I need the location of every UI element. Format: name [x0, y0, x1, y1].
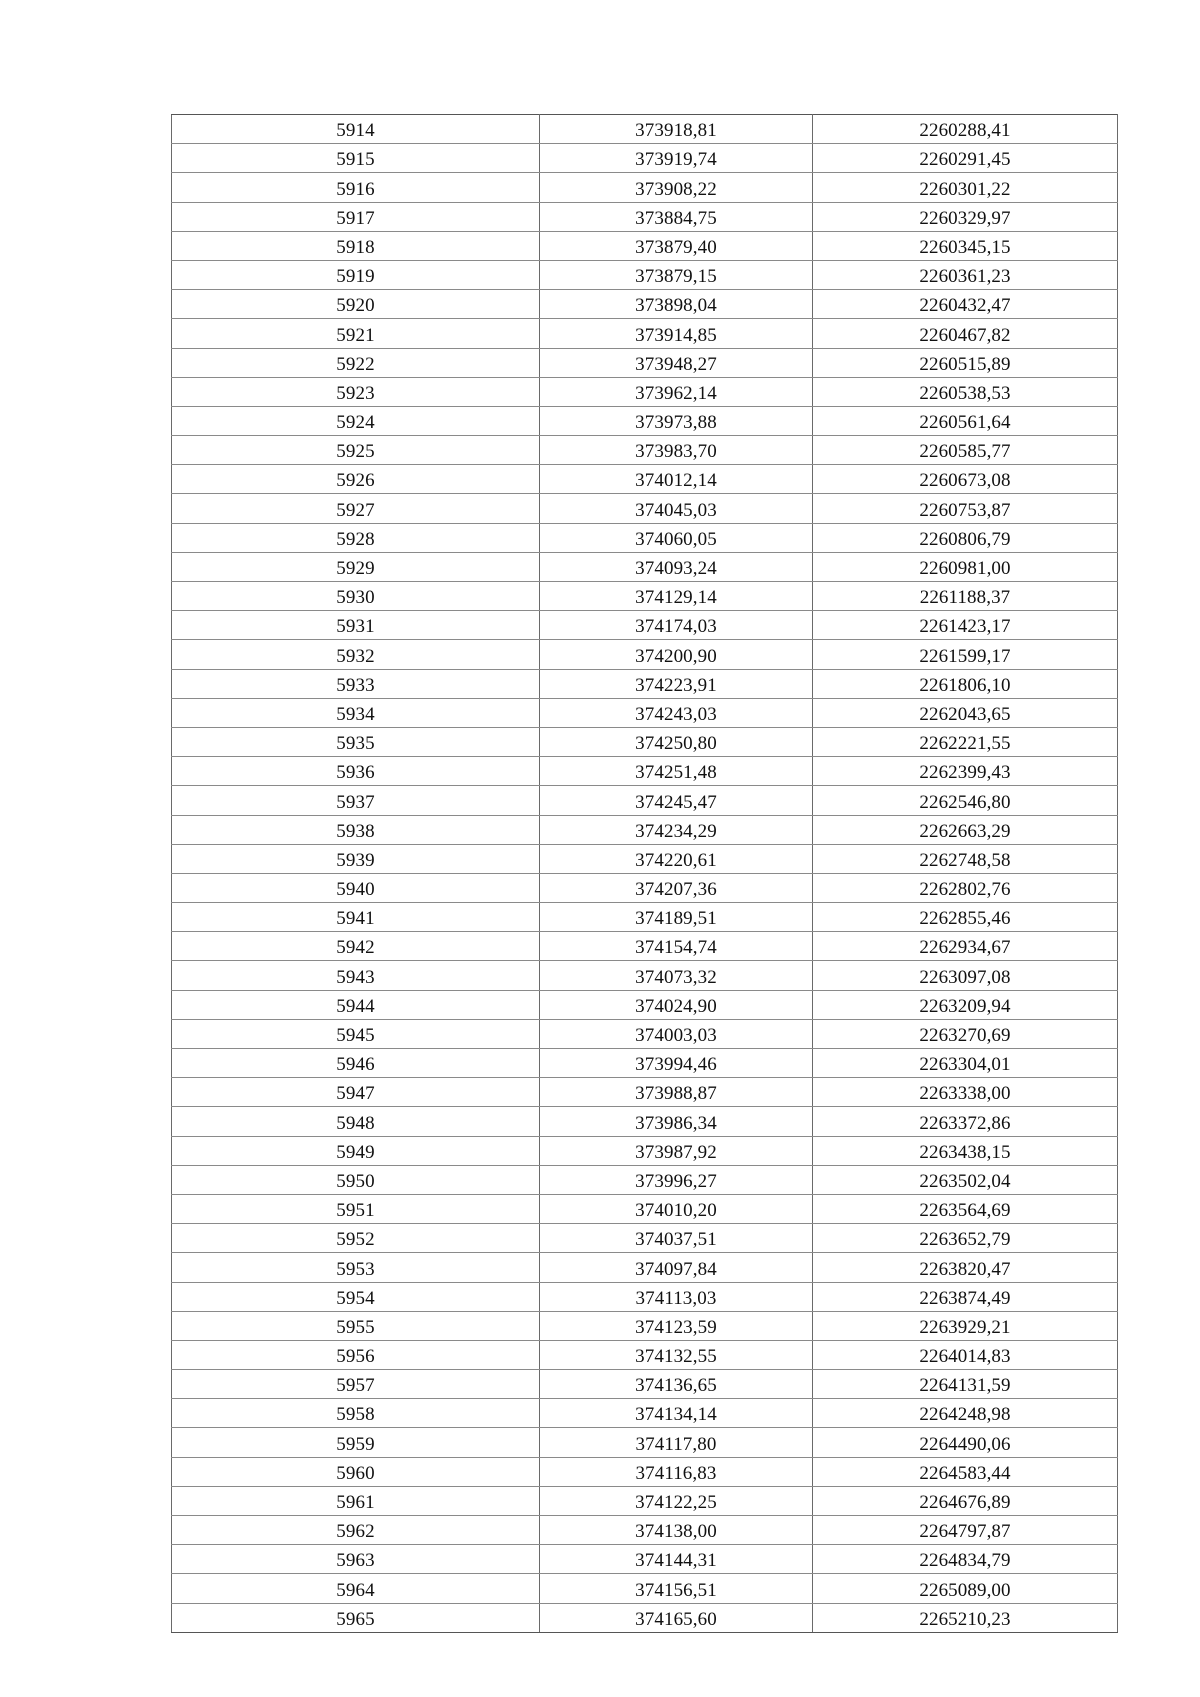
- point-number-cell: 5927: [172, 494, 540, 523]
- y-coordinate-cell: 2260806,79: [813, 523, 1118, 552]
- y-coordinate-cell: 2265089,00: [813, 1574, 1118, 1603]
- y-coordinate-cell: 2264676,89: [813, 1486, 1118, 1515]
- point-number-cell: 5925: [172, 436, 540, 465]
- x-coordinate-cell: 373879,15: [540, 260, 813, 289]
- x-coordinate-cell: 374174,03: [540, 611, 813, 640]
- x-coordinate-cell: 374200,90: [540, 640, 813, 669]
- table-row: [172, 260, 1118, 289]
- point-number-cell: 5944: [172, 990, 540, 1019]
- table-row: [172, 757, 1118, 786]
- table-row: [172, 202, 1118, 231]
- table-row: [172, 844, 1118, 873]
- y-coordinate-cell: 2263564,69: [813, 1194, 1118, 1223]
- x-coordinate-cell: 374250,80: [540, 727, 813, 756]
- point-number-cell: 5928: [172, 523, 540, 552]
- y-coordinate-cell: 2262399,43: [813, 757, 1118, 786]
- y-coordinate-cell: 2262663,29: [813, 815, 1118, 844]
- x-coordinate-cell: 374003,03: [540, 1019, 813, 1048]
- y-coordinate-cell: 2264014,83: [813, 1340, 1118, 1369]
- x-coordinate-cell: 373973,88: [540, 406, 813, 435]
- point-number-cell: 5924: [172, 406, 540, 435]
- table-row: [172, 873, 1118, 902]
- table-row: [172, 377, 1118, 406]
- table-row: [172, 932, 1118, 961]
- x-coordinate-cell: 373948,27: [540, 348, 813, 377]
- x-coordinate-cell: 374060,05: [540, 523, 813, 552]
- table-row: [172, 552, 1118, 581]
- x-coordinate-cell: 374134,14: [540, 1399, 813, 1428]
- x-coordinate-cell: 374223,91: [540, 669, 813, 698]
- y-coordinate-cell: 2260291,45: [813, 144, 1118, 173]
- y-coordinate-cell: 2264248,98: [813, 1399, 1118, 1428]
- y-coordinate-cell: 2263820,47: [813, 1253, 1118, 1282]
- y-coordinate-cell: 2263338,00: [813, 1078, 1118, 1107]
- y-coordinate-cell: 2260561,64: [813, 406, 1118, 435]
- table-row: [172, 1603, 1118, 1632]
- table-row: [172, 406, 1118, 435]
- point-number-cell: 5929: [172, 552, 540, 581]
- table-row: [172, 1019, 1118, 1048]
- y-coordinate-cell: 2260432,47: [813, 290, 1118, 319]
- x-coordinate-cell: 373918,81: [540, 115, 813, 144]
- x-coordinate-cell: 373994,46: [540, 1049, 813, 1078]
- point-number-cell: 5945: [172, 1019, 540, 1048]
- y-coordinate-cell: 2264131,59: [813, 1370, 1118, 1399]
- y-coordinate-cell: 2264490,06: [813, 1428, 1118, 1457]
- point-number-cell: 5950: [172, 1165, 540, 1194]
- y-coordinate-cell: 2260673,08: [813, 465, 1118, 494]
- table-row: [172, 494, 1118, 523]
- y-coordinate-cell: 2260515,89: [813, 348, 1118, 377]
- table-row: [172, 582, 1118, 611]
- point-number-cell: 5934: [172, 698, 540, 727]
- y-coordinate-cell: 2261599,17: [813, 640, 1118, 669]
- table-row: [172, 1078, 1118, 1107]
- table-row: [172, 1399, 1118, 1428]
- y-coordinate-cell: 2262043,65: [813, 698, 1118, 727]
- point-number-cell: 5936: [172, 757, 540, 786]
- x-coordinate-cell: 374234,29: [540, 815, 813, 844]
- y-coordinate-cell: 2261188,37: [813, 582, 1118, 611]
- table-row: [172, 961, 1118, 990]
- point-number-cell: 5963: [172, 1545, 540, 1574]
- table-row: [172, 1574, 1118, 1603]
- x-coordinate-cell: 374154,74: [540, 932, 813, 961]
- x-coordinate-cell: 373987,92: [540, 1136, 813, 1165]
- x-coordinate-cell: 374138,00: [540, 1516, 813, 1545]
- point-number-cell: 5961: [172, 1486, 540, 1515]
- y-coordinate-cell: 2260361,23: [813, 260, 1118, 289]
- table-row: [172, 640, 1118, 669]
- point-number-cell: 5914: [172, 115, 540, 144]
- point-number-cell: 5965: [172, 1603, 540, 1632]
- point-number-cell: 5958: [172, 1399, 540, 1428]
- x-coordinate-cell: 374251,48: [540, 757, 813, 786]
- point-number-cell: 5931: [172, 611, 540, 640]
- point-number-cell: 5964: [172, 1574, 540, 1603]
- x-coordinate-cell: 374012,14: [540, 465, 813, 494]
- x-coordinate-cell: 374122,25: [540, 1486, 813, 1515]
- x-coordinate-cell: 373919,74: [540, 144, 813, 173]
- x-coordinate-cell: 374093,24: [540, 552, 813, 581]
- point-number-cell: 5962: [172, 1516, 540, 1545]
- table-row: [172, 319, 1118, 348]
- point-number-cell: 5922: [172, 348, 540, 377]
- y-coordinate-cell: 2262546,80: [813, 786, 1118, 815]
- x-coordinate-cell: 374045,03: [540, 494, 813, 523]
- point-number-cell: 5918: [172, 231, 540, 260]
- point-number-cell: 5956: [172, 1340, 540, 1369]
- y-coordinate-cell: 2260345,15: [813, 231, 1118, 260]
- y-coordinate-cell: 2262802,76: [813, 873, 1118, 902]
- x-coordinate-cell: 373879,40: [540, 231, 813, 260]
- table-row: [172, 1224, 1118, 1253]
- y-coordinate-cell: 2265210,23: [813, 1603, 1118, 1632]
- point-number-cell: 5954: [172, 1282, 540, 1311]
- y-coordinate-cell: 2262221,55: [813, 727, 1118, 756]
- point-number-cell: 5920: [172, 290, 540, 319]
- y-coordinate-cell: 2264583,44: [813, 1457, 1118, 1486]
- table-row: [172, 1545, 1118, 1574]
- y-coordinate-cell: 2260467,82: [813, 319, 1118, 348]
- point-number-cell: 5937: [172, 786, 540, 815]
- point-number-cell: 5959: [172, 1428, 540, 1457]
- table-row: [172, 727, 1118, 756]
- table-row: [172, 1194, 1118, 1223]
- y-coordinate-cell: 2260981,00: [813, 552, 1118, 581]
- table-row: [172, 903, 1118, 932]
- x-coordinate-cell: 374245,47: [540, 786, 813, 815]
- point-number-cell: 5947: [172, 1078, 540, 1107]
- x-coordinate-cell: 374144,31: [540, 1545, 813, 1574]
- point-number-cell: 5960: [172, 1457, 540, 1486]
- y-coordinate-cell: 2263874,49: [813, 1282, 1118, 1311]
- y-coordinate-cell: 2260585,77: [813, 436, 1118, 465]
- y-coordinate-cell: 2261423,17: [813, 611, 1118, 640]
- table-row: [172, 1165, 1118, 1194]
- y-coordinate-cell: 2260753,87: [813, 494, 1118, 523]
- x-coordinate-cell: 373908,22: [540, 173, 813, 202]
- point-number-cell: 5935: [172, 727, 540, 756]
- table-row: [172, 698, 1118, 727]
- table-row: [172, 669, 1118, 698]
- point-number-cell: 5948: [172, 1107, 540, 1136]
- y-coordinate-cell: 2260288,41: [813, 115, 1118, 144]
- table-row: [172, 1253, 1118, 1282]
- point-number-cell: 5940: [172, 873, 540, 902]
- table-row: [172, 523, 1118, 552]
- x-coordinate-cell: 374132,55: [540, 1340, 813, 1369]
- table-row: [172, 1311, 1118, 1340]
- y-coordinate-cell: 2263270,69: [813, 1019, 1118, 1048]
- y-coordinate-cell: 2261806,10: [813, 669, 1118, 698]
- table-row: [172, 173, 1118, 202]
- table-row: [172, 1428, 1118, 1457]
- y-coordinate-cell: 2263209,94: [813, 990, 1118, 1019]
- table-row: [172, 231, 1118, 260]
- y-coordinate-cell: 2263652,79: [813, 1224, 1118, 1253]
- x-coordinate-cell: 374024,90: [540, 990, 813, 1019]
- table-row: [172, 290, 1118, 319]
- y-coordinate-cell: 2263929,21: [813, 1311, 1118, 1340]
- x-coordinate-cell: 374073,32: [540, 961, 813, 990]
- x-coordinate-cell: 374189,51: [540, 903, 813, 932]
- table-row: [172, 815, 1118, 844]
- point-number-cell: 5951: [172, 1194, 540, 1223]
- x-coordinate-cell: 374220,61: [540, 844, 813, 873]
- point-number-cell: 5946: [172, 1049, 540, 1078]
- y-coordinate-cell: 2263372,86: [813, 1107, 1118, 1136]
- x-coordinate-cell: 374010,20: [540, 1194, 813, 1223]
- x-coordinate-cell: 373983,70: [540, 436, 813, 465]
- table-row: [172, 1340, 1118, 1369]
- x-coordinate-cell: 373898,04: [540, 290, 813, 319]
- x-coordinate-cell: 374243,03: [540, 698, 813, 727]
- x-coordinate-cell: 374165,60: [540, 1603, 813, 1632]
- point-number-cell: 5938: [172, 815, 540, 844]
- point-number-cell: 5926: [172, 465, 540, 494]
- table-row: [172, 436, 1118, 465]
- x-coordinate-cell: 374117,80: [540, 1428, 813, 1457]
- table-row: [172, 465, 1118, 494]
- y-coordinate-cell: 2260538,53: [813, 377, 1118, 406]
- point-number-cell: 5930: [172, 582, 540, 611]
- point-number-cell: 5953: [172, 1253, 540, 1282]
- table-row: [172, 786, 1118, 815]
- point-number-cell: 5919: [172, 260, 540, 289]
- table-row: [172, 115, 1118, 144]
- point-number-cell: 5942: [172, 932, 540, 961]
- x-coordinate-cell: 373884,75: [540, 202, 813, 231]
- y-coordinate-cell: 2262855,46: [813, 903, 1118, 932]
- table-row: [172, 1457, 1118, 1486]
- point-number-cell: 5916: [172, 173, 540, 202]
- x-coordinate-cell: 374123,59: [540, 1311, 813, 1340]
- point-number-cell: 5939: [172, 844, 540, 873]
- point-number-cell: 5957: [172, 1370, 540, 1399]
- coordinates-table: [171, 114, 1118, 1633]
- x-coordinate-cell: 374129,14: [540, 582, 813, 611]
- point-number-cell: 5917: [172, 202, 540, 231]
- x-coordinate-cell: 373914,85: [540, 319, 813, 348]
- point-number-cell: 5955: [172, 1311, 540, 1340]
- table-row: [172, 348, 1118, 377]
- y-coordinate-cell: 2264834,79: [813, 1545, 1118, 1574]
- point-number-cell: 5923: [172, 377, 540, 406]
- point-number-cell: 5943: [172, 961, 540, 990]
- x-coordinate-cell: 373996,27: [540, 1165, 813, 1194]
- x-coordinate-cell: 374207,36: [540, 873, 813, 902]
- table-row: [172, 1516, 1118, 1545]
- y-coordinate-cell: 2262934,67: [813, 932, 1118, 961]
- point-number-cell: 5949: [172, 1136, 540, 1165]
- y-coordinate-cell: 2263438,15: [813, 1136, 1118, 1165]
- table-row: [172, 1107, 1118, 1136]
- coordinates-table-body: [172, 115, 1118, 1633]
- y-coordinate-cell: 2263097,08: [813, 961, 1118, 990]
- table-row: [172, 1136, 1118, 1165]
- table-row: [172, 1049, 1118, 1078]
- y-coordinate-cell: 2263502,04: [813, 1165, 1118, 1194]
- y-coordinate-cell: 2263304,01: [813, 1049, 1118, 1078]
- point-number-cell: 5921: [172, 319, 540, 348]
- x-coordinate-cell: 373962,14: [540, 377, 813, 406]
- table-row: [172, 611, 1118, 640]
- point-number-cell: 5915: [172, 144, 540, 173]
- table-row: [172, 1486, 1118, 1515]
- point-number-cell: 5932: [172, 640, 540, 669]
- table-row: [172, 144, 1118, 173]
- x-coordinate-cell: 374037,51: [540, 1224, 813, 1253]
- y-coordinate-cell: 2264797,87: [813, 1516, 1118, 1545]
- point-number-cell: 5933: [172, 669, 540, 698]
- x-coordinate-cell: 374136,65: [540, 1370, 813, 1399]
- point-number-cell: 5941: [172, 903, 540, 932]
- x-coordinate-cell: 374156,51: [540, 1574, 813, 1603]
- x-coordinate-cell: 374097,84: [540, 1253, 813, 1282]
- x-coordinate-cell: 374113,03: [540, 1282, 813, 1311]
- table-row: [172, 990, 1118, 1019]
- table-row: [172, 1370, 1118, 1399]
- y-coordinate-cell: 2262748,58: [813, 844, 1118, 873]
- point-number-cell: 5952: [172, 1224, 540, 1253]
- x-coordinate-cell: 373986,34: [540, 1107, 813, 1136]
- y-coordinate-cell: 2260329,97: [813, 202, 1118, 231]
- x-coordinate-cell: 374116,83: [540, 1457, 813, 1486]
- x-coordinate-cell: 373988,87: [540, 1078, 813, 1107]
- y-coordinate-cell: 2260301,22: [813, 173, 1118, 202]
- table-row: [172, 1282, 1118, 1311]
